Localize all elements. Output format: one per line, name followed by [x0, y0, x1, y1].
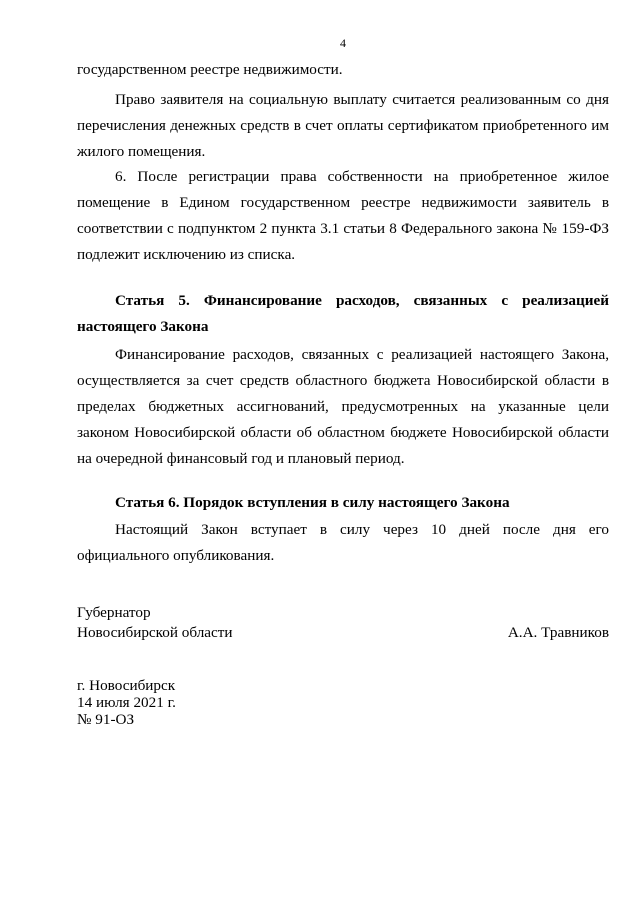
paragraph-6: 6. После регистрации права собственности на приобретенное жилое помещение в Едином государственном реестре недвижимости заявитель в соответствии с подпунктом 2 пункта 3.1 статьи 8 Федерального закона № 159-ФЗ подлежит исключению из списка. — [77, 168, 609, 263]
article-5-text: Финансирование расходов, связанных с реализацией настоящего Закона, осуществляется за счет средств областного бюджета Новосибирской области в пределах бюджетных ассигнований, предусмотренных на указанные цели законом Новосибирской области об областном бюджете Новосибирской области на очередной финансовый год и плановый период. — [77, 346, 609, 467]
signature-title-line2: Новосибирской области — [77, 624, 233, 641]
signature-title-line1: Губернатор — [77, 604, 151, 621]
paragraph-continuation: государственном реестре недвижимости. — [77, 61, 343, 78]
place-date: 14 июля 2021 г. — [77, 694, 176, 711]
signature-block — [77, 603, 609, 643]
article-6-text: Настоящий Закон вступает в силу через 10 дней после дня его официального опубликования. — [77, 521, 609, 564]
signature-name: А.А. Травников — [507, 624, 609, 641]
place-city: г. Новосибирск — [77, 677, 176, 694]
article-6-heading: Статья 6. Порядок вступления в силу настоящего Закона — [115, 494, 510, 511]
paragraph-payment-right: Право заявителя на социальную выплату считается реализованным со дня перечисления денежных средств в счет оплаты сертификатом приобретенного им жилого помещения. — [77, 91, 609, 160]
place-date-block — [77, 677, 176, 728]
law-number: № 91-ОЗ — [77, 711, 135, 728]
page-number: 4 — [340, 36, 346, 50]
article-5-heading-line2: настоящего Закона — [77, 318, 209, 335]
article-5-heading-line1: Статья 5. Финансирование расходов, связанных с реализацией — [115, 292, 609, 309]
